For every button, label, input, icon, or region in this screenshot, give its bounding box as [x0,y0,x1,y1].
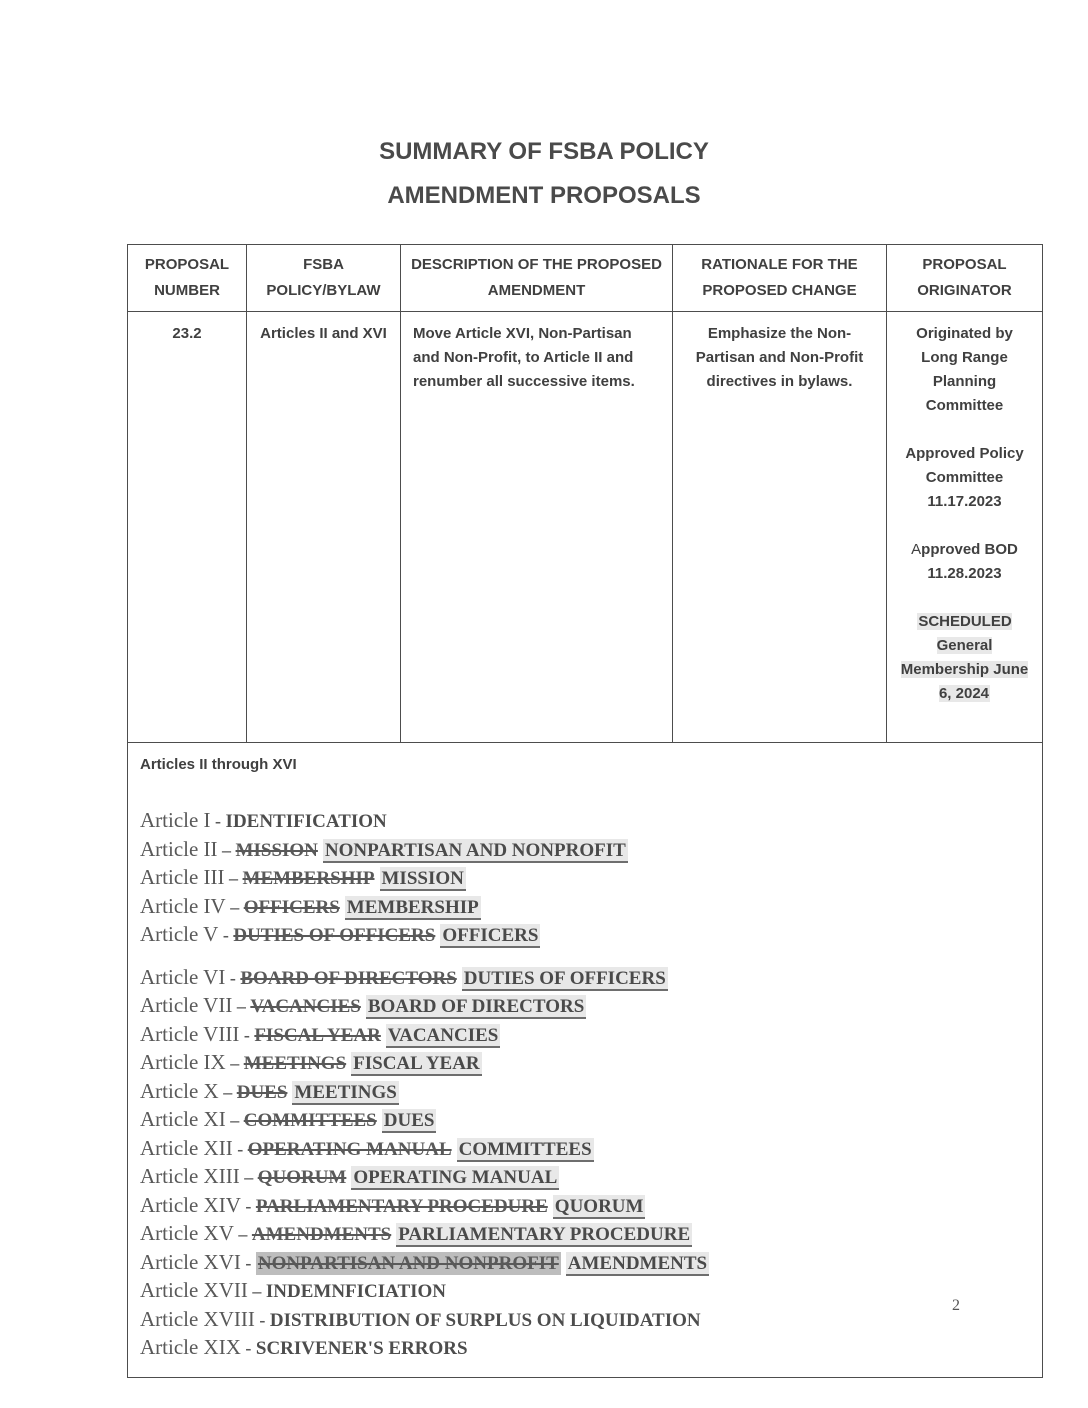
article-old-name: AMENDMENTS [251,1224,392,1245]
article-prefix: Article XIII [140,1164,240,1188]
article-old-name: PARLIAMENTARY PROCEDURE [255,1195,548,1217]
article-prefix: Article XIX [140,1335,241,1359]
article-separator: - [225,967,241,988]
article-new-name: FISCAL YEAR [353,1053,480,1074]
article-list-item [140,1277,1030,1306]
page-title-line1: SUMMARY OF FSBA POLICY [379,138,709,165]
article-new-name: DUTIES OF OFFICERS [463,967,666,989]
article-prefix: Article IX [140,1050,226,1074]
article-separator: – [247,1281,266,1301]
article-prefix: Article VIII [140,1021,240,1046]
cell-description: Move Article XVI, Non-Partisan and Non-Profit, to Article II and renumber all successive items. [401,312,673,743]
page-title [0,130,1088,218]
article-separator: – [233,1224,252,1244]
article-list-item [140,807,1030,836]
article-prefix: Article III [140,865,225,889]
article-list-item [140,921,1030,950]
article-list-item [140,1135,1030,1164]
article-new-name: COMMITTEES [458,1138,592,1160]
cell-rationale: Emphasize the Non-Partisan and Non-Profit directives in bylaws. [673,312,887,743]
originator-paragraph: Approved Policy Committee 11.17.2023 [905,445,1024,510]
articles-row [128,743,1043,1378]
article-prefix: Article VI [140,964,226,989]
article-prefix: Article XVIII [140,1306,255,1331]
article-name: SCRIVENER'S ERRORS [255,1338,468,1359]
article-prefix: Article XVII [140,1278,248,1302]
article-prefix: Article V [140,922,219,946]
cell-originator [887,312,1043,743]
article-separator: - [232,1138,248,1159]
articles-section [128,743,1043,1378]
article-separator: - [239,1024,255,1045]
article-separator: – [239,1167,258,1187]
col-header-rationale: RATIONALE FOR THE PROPOSED CHANGE [673,245,887,312]
cell-policy-bylaw: Articles II and XVI [247,312,401,743]
article-prefix: Article II [140,836,218,861]
article-old-name: OPERATING MANUAL [247,1138,452,1160]
article-old-name: NONPARTISAN AND NONPROFIT [257,1252,559,1274]
article-separator: – [217,839,236,860]
articles-list-group-1 [140,807,1030,950]
article-new-name: BOARD OF DIRECTORS [367,996,585,1017]
article-prefix: Article XII [140,1135,233,1160]
article-prefix: Article I [140,808,211,832]
article-separator: - [240,1195,256,1216]
col-header-originator: PROPOSAL ORIGINATOR [887,245,1043,312]
article-new-name: PARLIAMENTARY PROCEDURE [398,1224,691,1245]
article-new-name: NONPARTISAN AND NONPROFIT [324,839,626,861]
article-new-name: MEMBERSHIP [346,896,479,918]
article-prefix: Article IV [140,893,226,918]
article-old-name: QUORUM [257,1167,347,1188]
col-header-fsba-policy-bylaw: FSBA POLICY/BYLAW [247,245,401,312]
article-old-name: VACANCIES [250,996,361,1017]
article-new-name: DUES [383,1110,435,1131]
article-separator: – [224,868,243,888]
table-header-row [128,245,1043,312]
article-old-name: DUES [236,1081,288,1103]
article-list-item [140,1192,1030,1221]
article-separator: – [225,896,244,917]
articles-list-group-2 [140,964,1030,1363]
article-list-item [140,864,1030,893]
article-new-name: OFFICERS [442,925,539,946]
article-name: IDENTIFICATION [225,811,387,832]
article-old-name: DUTIES OF OFFICERS [233,925,436,946]
article-name: DISTRIBUTION OF SURPLUS ON LIQUIDATION [269,1309,701,1331]
article-separator: – [218,1081,237,1102]
article-new-name: QUORUM [554,1195,644,1217]
article-prefix: Article VII [140,993,233,1017]
originator-paragraph: SCHEDULED General Membership June 6, 2024 [900,613,1029,702]
article-new-name: OPERATING MANUAL [353,1167,558,1188]
article-old-name: MISSION [235,839,318,861]
article-list-item [140,1021,1030,1050]
page-title-line2: AMENDMENT PROPOSALS [387,182,701,209]
article-old-name: BOARD OF DIRECTORS [240,967,457,989]
article-old-name: COMMITTEES [243,1110,377,1131]
article-list-item [140,1078,1030,1107]
article-list-item [140,1306,1030,1335]
article-list-item [140,1334,1030,1363]
article-old-name: MEMBERSHIP [242,868,375,889]
article-separator: – [225,1110,244,1130]
article-separator: – [232,996,251,1016]
originator-paragraph: Originated by Long Range Planning Committee [916,325,1013,414]
article-list-item [140,1163,1030,1192]
article-list-item [140,1049,1030,1078]
article-old-name: MEETINGS [243,1053,347,1074]
page-number: 2 [952,1297,960,1314]
col-header-proposal-number: PROPOSAL NUMBER [128,245,247,312]
article-prefix: Article X [140,1078,219,1103]
article-list-item [140,1106,1030,1135]
article-separator: - [240,1252,256,1273]
article-old-name: OFFICERS [243,896,340,918]
article-list-item [140,1249,1030,1278]
article-list-item [140,1220,1030,1249]
article-new-name: AMENDMENTS [567,1252,708,1274]
article-separator: - [254,1309,270,1330]
article-old-name: FISCAL YEAR [254,1024,381,1046]
article-new-name: MEETINGS [294,1081,397,1103]
proposal-summary-table [127,244,1043,1378]
article-separator: – [225,1053,244,1073]
article-list-item [140,836,1030,865]
article-list-item [140,992,1030,1021]
article-name: INDEMNFICIATION [265,1281,447,1302]
article-new-name: MISSION [381,868,464,889]
article-prefix: Article XI [140,1107,226,1131]
article-new-name: VACANCIES [387,1024,499,1046]
article-separator: - [210,811,226,831]
article-list-item [140,964,1030,993]
cell-proposal-number: 23.2 [128,312,247,743]
article-separator: - [218,925,234,945]
article-separator: - [240,1338,256,1358]
article-prefix: Article XIV [140,1192,241,1217]
proposal-row [128,312,1043,743]
col-header-description: DESCRIPTION OF THE PROPOSED AMENDMENT [401,245,673,312]
articles-section-heading: Articles II through XVI [140,756,297,773]
article-list-item [140,893,1030,922]
article-prefix: Article XVI [140,1249,241,1274]
originator-paragraph: Approved BOD 11.28.2023 [911,541,1018,582]
article-prefix: Article XV [140,1221,234,1245]
